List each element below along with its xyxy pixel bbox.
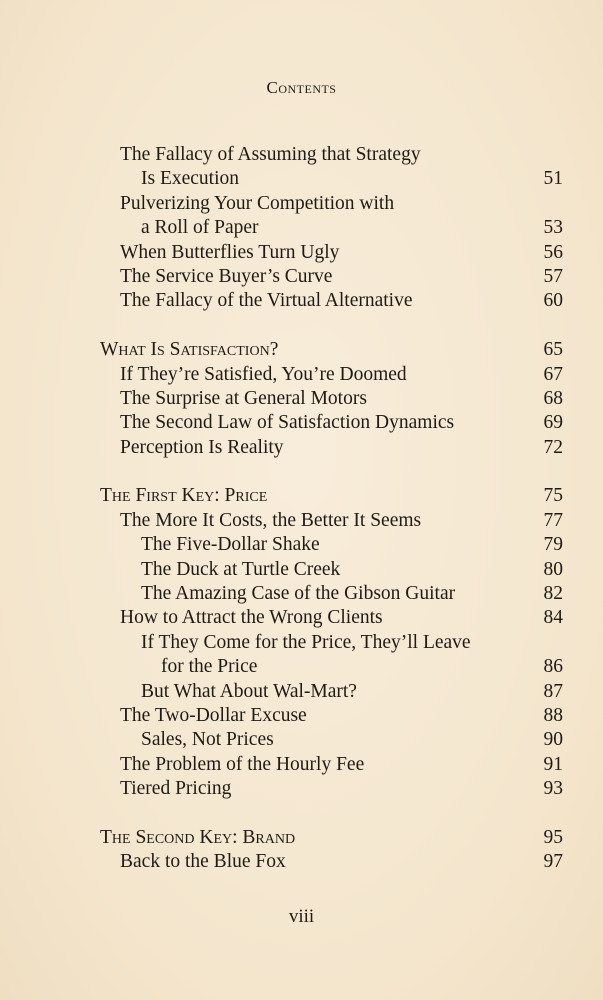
toc-entry: [0, 680, 603, 704]
toc-page-number: 86: [543, 656, 563, 678]
toc-page-number: 69: [543, 412, 563, 434]
toc-entry-title: But What About Wal-Mart?: [141, 680, 357, 702]
toc-entry: [0, 241, 603, 265]
toc-entry-title: The Service Buyer’s Curve: [120, 265, 333, 287]
toc-section-heading: [0, 484, 603, 508]
toc-entry-title: If They’re Satisfied, You’re Doomed: [120, 363, 407, 385]
toc-entry: [0, 728, 603, 752]
section-gap: [0, 460, 603, 484]
toc-page-number: 67: [543, 363, 563, 385]
toc-page-number: 79: [543, 534, 563, 556]
toc-entry: [0, 558, 603, 582]
toc-entry: [0, 850, 603, 874]
section-gap: [0, 802, 603, 826]
toc-page-number: 75: [543, 485, 563, 507]
toc-page-number: 57: [543, 265, 563, 287]
toc-entry: [0, 631, 603, 655]
toc-page-number: 84: [543, 607, 563, 629]
toc-entry-title: The Problem of the Hourly Fee: [120, 753, 365, 775]
toc-page-number: 60: [543, 290, 563, 312]
toc-entry-title: The Second Key: Brand: [100, 826, 296, 848]
toc-entry: [0, 777, 603, 801]
toc-entry: [0, 582, 603, 606]
toc-page-number: 80: [543, 558, 563, 580]
toc-entry: [0, 411, 603, 435]
toc-entry-title: Tiered Pricing: [120, 778, 232, 800]
toc-page-number: 95: [543, 826, 563, 848]
toc-entry: [0, 387, 603, 411]
toc-entry: [0, 167, 603, 191]
toc-page-number: 87: [543, 680, 563, 702]
toc-entry-title: How to Attract the Wrong Clients: [120, 607, 383, 629]
toc-page-number: 68: [543, 387, 563, 409]
toc-entry-title: for the Price: [161, 656, 258, 678]
toc-entry: [0, 753, 603, 777]
toc-page-number: 77: [543, 509, 563, 531]
toc-entry: [0, 289, 603, 313]
toc-entry: [0, 216, 603, 240]
toc-entry-title: The First Key: Price: [100, 485, 268, 507]
toc-page-number: 93: [543, 778, 563, 800]
toc-entry-title: The Amazing Case of the Gibson Guitar: [141, 583, 456, 605]
toc-entry-title: The Duck at Turtle Creek: [141, 558, 341, 580]
toc-entry-title: Is Execution: [141, 168, 240, 190]
toc-page-number: 51: [543, 168, 563, 190]
toc-page-number: 72: [543, 436, 563, 458]
toc-page-number: 65: [543, 339, 563, 361]
toc-entry: [0, 436, 603, 460]
toc-entry-title: The Two-Dollar Excuse: [120, 704, 307, 726]
toc-page-number: 88: [543, 704, 563, 726]
toc-entry-title: Pulverizing Your Competition with: [120, 192, 395, 214]
toc-entry: [0, 143, 603, 167]
toc-page-number: 97: [543, 851, 563, 873]
toc-entry-title: The Surprise at General Motors: [120, 387, 367, 409]
table-of-contents: [0, 143, 603, 875]
toc-entry: [0, 363, 603, 387]
toc-entry-title: Back to the Blue Fox: [120, 851, 286, 873]
toc-entry-title: The Fallacy of Assuming that Strategy: [120, 144, 421, 165]
section-gap: [0, 314, 603, 338]
running-header: Contents: [266, 78, 337, 97]
toc-entry-title: The Fallacy of the Virtual Alternative: [120, 290, 413, 312]
toc-page-number: 53: [543, 217, 563, 239]
toc-entry: [0, 509, 603, 533]
toc-page-number: 82: [543, 583, 563, 605]
toc-entry-title: If They Come for the Price, They’ll Leave: [141, 631, 471, 653]
toc-entry: [0, 192, 603, 216]
toc-page-number: 90: [543, 729, 563, 751]
toc-section-heading: [0, 826, 603, 850]
page-number: viii: [288, 906, 315, 927]
toc-entry-title: Sales, Not Prices: [141, 729, 274, 751]
toc-entry-title: When Butterflies Turn Ugly: [120, 241, 340, 263]
toc-entry-title: a Roll of Paper: [141, 217, 259, 239]
toc-entry-title: The Five-Dollar Shake: [141, 534, 320, 556]
toc-entry: [0, 265, 603, 289]
toc-page-number: 56: [543, 241, 563, 263]
toc-entry-title: Perception Is Reality: [120, 436, 284, 458]
toc-page-number: 91: [543, 753, 563, 775]
toc-entry: [0, 606, 603, 630]
toc-entry: [0, 704, 603, 728]
toc-entry-title: What Is Satisfaction?: [100, 339, 279, 361]
toc-section-heading: [0, 338, 603, 362]
toc-entry: [0, 533, 603, 557]
toc-entry-title: The More It Costs, the Better It Seems: [120, 509, 422, 531]
toc-entry: [0, 655, 603, 679]
toc-entry-title: The Second Law of Satisfaction Dynamics: [120, 412, 455, 434]
